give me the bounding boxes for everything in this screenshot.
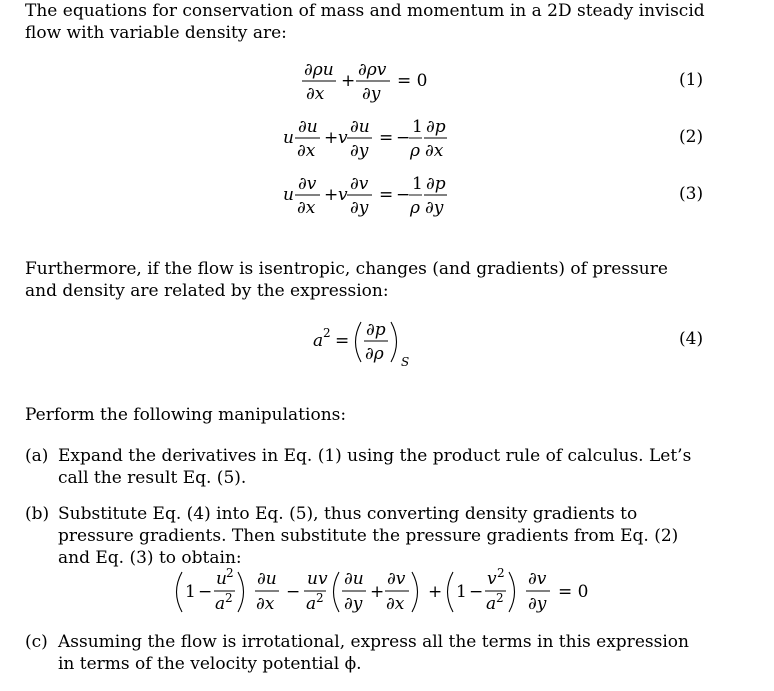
svg-text:+: + [341, 71, 356, 91]
svg-text:∂u: ∂u [257, 569, 277, 589]
intro-paragraph: The equations for conservation of mass and momentum in a 2D steady inviscid flow with variable density are: [25, 1, 705, 43]
svg-text:+: + [370, 582, 385, 602]
svg-text:∂v: ∂v [387, 569, 406, 589]
equation-4-number: (4) [679, 329, 704, 349]
equation-1-number: (1) [679, 70, 704, 90]
svg-text:∂y: ∂y [350, 198, 369, 218]
svg-text:+: + [428, 582, 443, 602]
svg-text:S: S [401, 355, 410, 369]
svg-text:∂y: ∂y [528, 594, 547, 614]
svg-text:∂u: ∂u [344, 569, 364, 589]
svg-text:∂y: ∂y [350, 141, 369, 161]
item-a-label: (a) [25, 446, 49, 466]
isentropic-paragraph: Furthermore, if the flow is isentropic, changes (and gradients) of pressure and density are related by the expression: [25, 259, 668, 301]
svg-text:∂v: ∂v [528, 569, 547, 589]
svg-text:∂x: ∂x [256, 594, 275, 614]
svg-text:1: 1 [412, 174, 423, 194]
svg-text:=: = [379, 128, 394, 148]
svg-text:−: − [286, 582, 301, 602]
item-b-label: (b) [25, 504, 50, 524]
svg-text:v: v [338, 128, 348, 148]
svg-text:2: 2 [496, 591, 504, 605]
equation-3-number: (3) [679, 184, 704, 204]
equation-2-number: (2) [679, 127, 704, 147]
svg-text:a: a [313, 331, 324, 351]
svg-text:ρ: ρ [410, 198, 420, 218]
svg-text:∂ρ: ∂ρ [365, 344, 384, 364]
svg-text:2: 2 [316, 591, 324, 605]
svg-text:∂v: ∂v [298, 174, 317, 194]
svg-text:=: = [335, 331, 350, 351]
svg-text:+: + [324, 128, 339, 148]
equation-4 [313, 316, 423, 376]
svg-text:∂p: ∂p [366, 320, 386, 340]
svg-text:a: a [215, 594, 226, 614]
svg-text:∂u: ∂u [298, 117, 318, 137]
svg-text:= 0: = 0 [558, 582, 589, 602]
svg-text:∂y: ∂y [425, 198, 444, 218]
equation-3 [283, 172, 453, 222]
svg-text:u: u [283, 185, 294, 205]
svg-text:v: v [338, 185, 348, 205]
svg-text:∂p: ∂p [426, 117, 446, 137]
svg-text:∂y: ∂y [344, 594, 363, 614]
svg-text:a: a [306, 594, 317, 614]
item-c-text: Assuming the flow is irrotational, express all the terms in this expression in terms of the velocity potential ϕ. [58, 632, 689, 674]
svg-text:−: − [198, 582, 213, 602]
svg-text:a: a [486, 594, 497, 614]
svg-text:∂y: ∂y [362, 84, 381, 104]
svg-text:1: 1 [412, 117, 423, 137]
svg-text:−: − [396, 185, 411, 205]
svg-text:= 0: = 0 [397, 71, 428, 91]
svg-text:∂v: ∂v [350, 174, 369, 194]
equation-1 [300, 58, 440, 108]
svg-text:+: + [324, 185, 339, 205]
svg-text:∂x: ∂x [386, 594, 405, 614]
svg-text:∂p: ∂p [426, 174, 446, 194]
svg-text:2: 2 [225, 591, 233, 605]
svg-text:−: − [396, 128, 411, 148]
svg-text:1: 1 [185, 582, 196, 602]
manipulations-paragraph: Perform the following manipulations: [25, 405, 347, 425]
svg-text:∂ρu: ∂ρu [304, 60, 334, 80]
svg-text:∂u: ∂u [350, 117, 370, 137]
svg-text:ρ: ρ [410, 141, 420, 161]
svg-text:=: = [379, 185, 394, 205]
equation-2 [283, 115, 453, 165]
item-b-text: Substitute Eq. (4) into Eq. (5), thus converting density gradients to pressure gradients. Then substitute the pressure gradients from Eq. (2) and Eq. (3) to obtain: [58, 504, 679, 568]
svg-text:uv: uv [307, 569, 328, 589]
svg-text:v: v [487, 569, 497, 589]
svg-text:∂ρv: ∂ρv [358, 60, 387, 80]
item-c-label: (c) [25, 632, 48, 652]
svg-text:2: 2 [497, 566, 505, 580]
svg-text:2: 2 [323, 326, 331, 340]
svg-text:−: − [469, 582, 484, 602]
svg-text:u: u [283, 128, 294, 148]
svg-text:∂x: ∂x [425, 141, 444, 161]
item-a-text: Expand the derivatives in Eq. (1) using the product rule of calculus. Let’s call the result Eq. (5). [58, 446, 692, 488]
svg-text:∂x: ∂x [306, 84, 325, 104]
svg-text:1: 1 [456, 582, 467, 602]
svg-text:u: u [216, 569, 227, 589]
svg-text:∂x: ∂x [297, 198, 316, 218]
svg-text:∂x: ∂x [297, 141, 316, 161]
svg-text:2: 2 [226, 566, 234, 580]
final-equation [173, 566, 603, 624]
